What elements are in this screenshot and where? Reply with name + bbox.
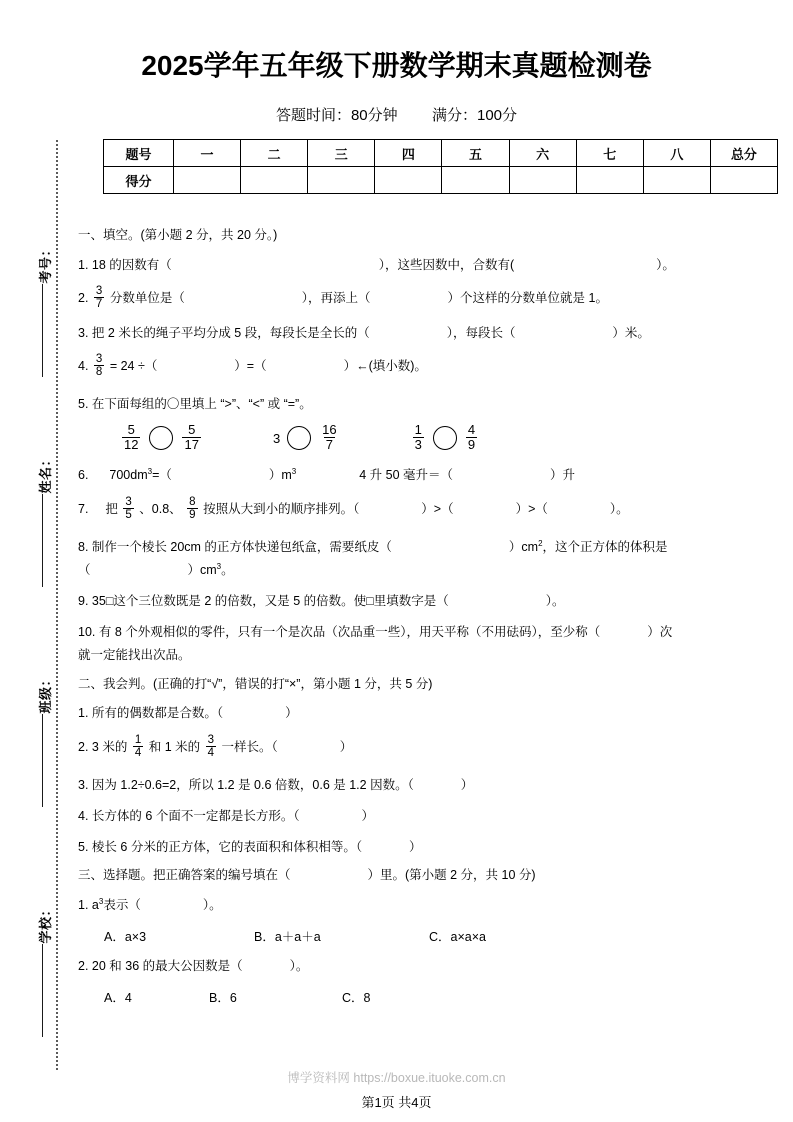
question-text: 、0.8、: [139, 502, 182, 517]
seal-write-line: [42, 714, 43, 807]
page-number: 第1页 共4页: [361, 1095, 432, 1110]
question-text: = 24 ÷（: [109, 359, 158, 374]
question-1-10-cont: [78, 646, 778, 665]
whole-number: 3: [272, 430, 281, 446]
question-text: a: [91, 898, 99, 913]
fraction: [320, 423, 338, 451]
question-text: 按照从大到小的顺序排列。（: [203, 502, 360, 517]
seal-field-label: 考号：: [37, 243, 53, 284]
question-text: 制作一个棱长 20cm 的正方体快递包纸盒，需要纸皮（: [91, 540, 392, 555]
question-text: ）: [285, 706, 298, 721]
unit-exponent: 3: [291, 467, 297, 477]
fraction-numerator: 1: [414, 422, 422, 438]
fraction-numerator: 16: [322, 422, 337, 438]
question-text: ）cm: [187, 563, 217, 578]
fraction: [122, 423, 140, 451]
question-text: 18 的因数有（: [91, 257, 172, 272]
question-number: 5.: [78, 397, 89, 412]
seal-write-line: [42, 494, 43, 587]
fraction: [182, 423, 200, 451]
score-table-col-5: 五: [442, 140, 509, 167]
question-number: 2.: [78, 291, 89, 306]
question-text: ），再添上（: [301, 291, 371, 306]
watermark: 博学资料网 https://boxue.ituoke.com.cn: [287, 1071, 506, 1085]
question-1-4: [78, 354, 778, 379]
question-text: ）cm: [508, 540, 539, 555]
question-text: 棱长 6 分米的正方体，它的表面积和体积相等。（: [91, 839, 363, 854]
question-text: ）: [460, 778, 474, 792]
score-cell[interactable]: [643, 167, 710, 194]
question-text: ），每段长（: [446, 325, 516, 340]
question-text: ）。: [202, 898, 222, 913]
question-text: 分数单位是（: [109, 291, 185, 306]
unit-exponent: 3: [147, 467, 153, 477]
question-1-7: [78, 497, 778, 522]
fraction: [133, 734, 143, 759]
fraction-denominator: 17: [184, 436, 199, 452]
question-text: 一样长。（: [221, 739, 278, 754]
fraction-numerator: 3: [207, 733, 215, 746]
question-text: 在下面每组的〇里填上 “>”、“<” 或 “=”。: [91, 397, 312, 412]
options-row-3-1: [78, 927, 778, 945]
score-cell[interactable]: [241, 167, 308, 194]
score-cell[interactable]: [174, 167, 241, 194]
table-row-headers: [104, 140, 778, 167]
question-2-1: [78, 704, 778, 723]
question-text: ，这个正方体的体积是: [542, 540, 668, 555]
score-table: [103, 139, 778, 194]
seal-write-line: [42, 944, 43, 1037]
fraction: [413, 423, 424, 451]
question-2-3: [78, 776, 778, 795]
question-number: 6.: [78, 468, 89, 483]
question-2-2: [78, 735, 778, 760]
question-text: ）。: [289, 958, 309, 973]
compare-pair-3: [411, 424, 479, 452]
score-table-col-3: 三: [308, 140, 375, 167]
score-cell[interactable]: [375, 167, 442, 194]
question-number: 2.: [78, 739, 89, 754]
score-cell[interactable]: [308, 167, 375, 194]
question-3-1: [78, 896, 778, 915]
score-table-col-total: 总分: [710, 140, 777, 167]
option-b[interactable]: B．6: [209, 990, 237, 1005]
fraction: [206, 734, 216, 759]
question-text: ）。: [545, 594, 565, 609]
question-text: ）: [409, 839, 422, 854]
question-number: 8.: [78, 540, 89, 555]
question-number: 10.: [78, 625, 96, 639]
question-text: 和 1 米的: [148, 739, 201, 754]
fraction-denominator: 4: [134, 746, 142, 759]
fraction: [94, 285, 104, 310]
question-text: ）。: [609, 502, 629, 517]
question-text: 有 8 个外观相似的零件，只有一个是次品（次品重一些），用天平称（不用砝码），至少称（: [98, 625, 601, 639]
fraction-denominator: 4: [207, 746, 215, 759]
fraction: [466, 423, 477, 451]
question-text: ）米。: [612, 325, 650, 340]
score-table-col-2: 二: [241, 140, 308, 167]
question-text: 表示（: [103, 898, 141, 913]
question-text: 因为 1.2÷0.6=2，所以 1.2 是 0.6 倍数，0.6 是 1.2 因数。（: [91, 778, 414, 792]
question-number: 4.: [78, 808, 89, 823]
question-text: =（: [152, 468, 172, 483]
fraction: [123, 496, 133, 521]
score-cell[interactable]: [576, 167, 643, 194]
fraction: [187, 496, 197, 521]
score-cell[interactable]: [509, 167, 576, 194]
question-number: 3.: [78, 778, 89, 792]
question-text: 3 米的: [91, 739, 128, 754]
question-1-3: [78, 324, 778, 343]
question-text: ），这些因数中，合数有(: [378, 257, 515, 272]
question-text: ）升: [549, 468, 575, 483]
question-number: 3.: [78, 325, 89, 340]
question-1-9: [78, 592, 778, 611]
fraction-denominator: 3: [414, 436, 422, 452]
seal-field-label: 姓名：: [37, 453, 53, 494]
question-1-8-cont: [78, 561, 778, 580]
fraction-denominator: 9: [467, 436, 476, 452]
fraction-denominator: 12: [124, 436, 139, 452]
option-c[interactable]: C．8: [342, 990, 371, 1005]
question-1-10: [78, 623, 778, 642]
question-text: ）>（: [421, 502, 454, 517]
section-heading-one: 一、填空。(第小题 2 分，共 20 分。): [78, 228, 278, 242]
fraction-numerator: 3: [95, 285, 103, 298]
fraction: [94, 353, 104, 378]
fraction-numerator: 5: [127, 422, 135, 438]
question-number: 9.: [78, 594, 89, 609]
fraction-numerator: 3: [125, 496, 132, 509]
question-text: 4 升 50 毫升＝（: [359, 468, 453, 483]
question-text: 20 和 36 的最大公因数是（: [91, 958, 243, 973]
question-1-6: [78, 466, 778, 485]
score-cell[interactable]: [442, 167, 509, 194]
question-1-5: [78, 395, 778, 414]
question-text: 就一定能找出次品。: [78, 647, 191, 662]
page-title: 2025学年五年级下册数学期末真题检测卷: [141, 50, 652, 81]
question-text: （: [78, 563, 91, 578]
question-text: ）m: [268, 468, 292, 483]
exam-time-label: 答题时间：80分钟: [275, 107, 398, 124]
seal-field-class: [31, 673, 57, 813]
question-text: ）: [361, 808, 375, 823]
score-table-col-6: 六: [509, 140, 576, 167]
fraction-numerator: 5: [188, 422, 196, 438]
question-number: 5.: [78, 839, 89, 854]
section-heading-text: ）里。(第小题 2 分，共 10 分): [367, 868, 536, 883]
question-content: [78, 228, 778, 1018]
compare-pair-1: [120, 424, 203, 452]
comparison-circle[interactable]: [149, 426, 173, 450]
unit-exponent: 2: [538, 539, 543, 549]
fraction-numerator: 1: [134, 733, 142, 746]
section-heading-text: 三、选择题。把正确答案的编号填在（: [78, 868, 291, 883]
question-2-4: [78, 807, 778, 826]
score-table-row-label: 得分: [104, 167, 174, 194]
question-text: ）=（: [234, 359, 267, 374]
options-row-3-2: [78, 988, 778, 1006]
exam-total-label: 满分：100分: [432, 107, 518, 124]
unit-exponent: 3: [98, 896, 104, 906]
seal-field-school: [31, 903, 57, 1043]
seal-write-line: [42, 284, 43, 377]
exam-meta: [0, 104, 793, 125]
option-c[interactable]: C．a×a×a: [429, 929, 486, 944]
question-3-2: [78, 957, 778, 976]
seal-field-label: 学校：: [37, 903, 53, 944]
fraction-denominator: 5: [125, 509, 132, 522]
question-number: 2.: [78, 958, 89, 973]
fraction-numerator: 8: [189, 496, 196, 509]
option-a[interactable]: A．4: [104, 990, 132, 1005]
question-text: ）: [339, 739, 353, 754]
section-heading-three: [78, 868, 778, 884]
question-text: 所有的偶数都是合数。（: [91, 706, 224, 721]
comparison-circle[interactable]: [287, 426, 311, 450]
option-a[interactable]: A．a×3: [104, 929, 147, 944]
question-number: 1.: [78, 706, 89, 721]
question-1-8: [78, 538, 778, 557]
comparison-circle[interactable]: [433, 426, 457, 450]
score-table-col-1: 一: [174, 140, 241, 167]
fraction-denominator: 7: [325, 436, 334, 452]
question-text: ）。: [656, 257, 675, 272]
question-text: 35□这个三位数既是 2 的倍数，又是 5 的倍数。使□里填数字是（: [91, 594, 449, 609]
fraction-denominator: 7: [95, 298, 103, 311]
question-text: ）←(填小数)。: [343, 359, 427, 374]
seal-field-label: 班级：: [37, 673, 53, 714]
score-table-col-4: 四: [375, 140, 442, 167]
fraction-numerator: 3: [95, 353, 103, 366]
score-table-col-7: 七: [576, 140, 643, 167]
section-heading-two: 二、我会判。(正确的打“√”，错误的打“×”，第小题 1 分，共 5 分): [78, 676, 433, 691]
fraction-numerator: 4: [467, 422, 476, 438]
question-number: 7.: [78, 502, 89, 517]
question-number: 1.: [78, 898, 89, 913]
compare-pair-2: [273, 424, 341, 452]
seal-field-exam-number: [31, 243, 57, 383]
question-text: 700dm: [109, 468, 148, 483]
question-number: 1.: [78, 257, 89, 272]
question-text: ）个这样的分数单位就是 1。: [447, 291, 608, 306]
table-row-scores: [104, 167, 778, 194]
question-text: ）>（: [515, 502, 548, 517]
fraction-denominator: 8: [95, 366, 103, 379]
question-number: 4.: [78, 359, 89, 374]
question-text: 长方体的 6 个面不一定都是长方形。（: [91, 808, 300, 823]
score-table-col-8: 八: [643, 140, 710, 167]
question-text: 把: [105, 502, 118, 517]
option-b[interactable]: B．a＋a＋a: [254, 929, 321, 944]
question-text: 把 2 米长的绳子平均分成 5 段，每段长是全长的（: [91, 325, 370, 340]
score-table-row-label: 题号: [104, 140, 174, 167]
question-1-1: [78, 256, 778, 275]
unit-exponent: 3: [216, 562, 222, 572]
fraction-denominator: 9: [189, 509, 196, 522]
question-text: 。: [221, 563, 234, 578]
question-2-5: [78, 838, 778, 857]
question-text: ）次: [647, 625, 673, 639]
score-cell[interactable]: [710, 167, 777, 194]
question-1-2: [78, 286, 778, 311]
seal-field-name: [31, 453, 57, 593]
compare-row: [78, 424, 778, 452]
